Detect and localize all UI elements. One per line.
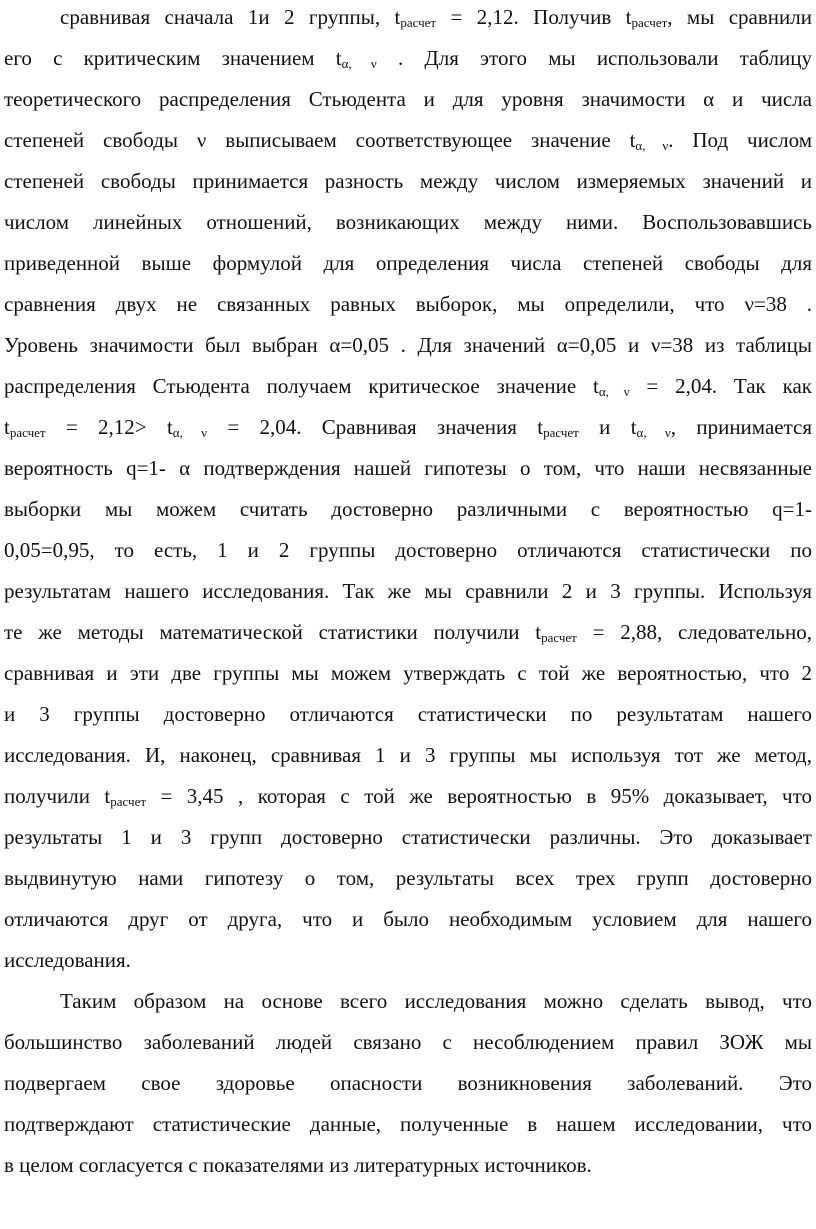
paragraph-1-line-7: приведенной выше формулой для определения числа степеней свободы для [4,251,812,275]
paragraph-1-line-3: теоретического распределения Стьюдента и для уровня значимости α и числа [4,87,812,111]
paragraph-2-line-2: большинство заболеваний людей связано с несоблюдением правил ЗОЖ мы [4,1030,812,1054]
paragraph-1-line-1: сравнивая сначала 1и 2 группы, $t_{расчет} = 2,12$. Получив $t_{расчет}$, мы сравнили [60,5,812,30]
paragraph-1-line-15: результатам нашего исследования. Так же мы сравнили 2 и 3 группы. Используя [4,579,812,603]
paragraph-2-line-4: подтверждают статистические данные, полученные в нашем исследовании, что [4,1112,812,1136]
paragraph-2-line-3: подвергаем свое здоровье опасности возникновения заболеваний. Это [4,1071,812,1095]
paragraph-2-line-1: Таким образом на основе всего исследования можно сделать вывод, что [60,989,812,1013]
paragraph-1-line-14: 0,05=0,95, то есть, 1 и 2 группы достоверно отличаются статистически по [4,538,812,562]
paragraph-1-line-4: степеней свободы ν выписываем соответствующее значение $t_{\alpha, \nu}$. Под числом [4,128,812,153]
paragraph-1-line-24: исследования. [4,948,131,972]
paragraph-1-line-9: Уровень значимости был выбран α=0,05 . Для значений α=0,05 и ν=38 из таблицы [4,333,812,357]
paragraph-1-line-21: результаты 1 и 3 групп достоверно статистически различны. Это доказывает [4,825,812,849]
paragraph-1-line-8: сравнения двух не связанных равных выборок, мы определили, что ν=38 . [4,292,812,316]
paragraph-1-line-16: те же методы математической статистики получили $t_{расчет} = 2,88$, следовательно, [4,620,812,645]
paragraph-1-line-23: отличаются друг от друга, что и было необходимым условием для нашего [4,907,812,931]
paragraph-1-line-12: вероятность q=1- α подтверждения нашей гипотезы о том, что наши несвязанные [4,456,812,480]
paragraph-1-line-2: его с критическим значением $t_{\alpha, \nu}$ . Для этого мы использовали таблицу [4,46,812,71]
paragraph-1-line-17: сравнивая и эти две группы мы можем утверждать с той же вероятностью, что 2 [4,661,812,685]
paragraph-1-line-13: выборки мы можем считать достоверно различными с вероятностью q=1- [4,497,812,521]
paragraph-1-line-10: распределения Стьюдента получаем критическое значение $t_{\alpha, \nu} = 2,04$. Так как [4,374,812,399]
paragraph-1-line-20: получили $t_{расчет} = 3,45$ , которая с той же вероятностью в 95% доказывает, что [4,784,813,809]
paragraph-1-line-6: числом линейных отношений, возникающих между ними. Воспользовавшись [4,210,812,234]
paragraph-1-line-11: $t_{расчет} = 2,12> t_{\alpha, \nu} = 2,04$. Сравнивая значения $t_{расчет}$ и $t_{\alpha, \nu}$, принимается [4,415,812,440]
paragraph-1-line-22: выдвинутую нами гипотезу о том, результаты всех трех групп достоверно [4,866,812,890]
paragraph-1-line-19: исследования. И, наконец, сравнивая 1 и 3 группы мы используя тот же метод, [4,743,812,767]
paragraph-2-line-5: в целом согласуется с показателями из литературных источников. [4,1153,592,1177]
paragraph-1-line-5: степеней свободы принимается разность между числом измеряемых значений и [4,169,812,193]
paragraph-1-line-18: и 3 группы достоверно отличаются статистически по результатам нашего [4,702,812,726]
